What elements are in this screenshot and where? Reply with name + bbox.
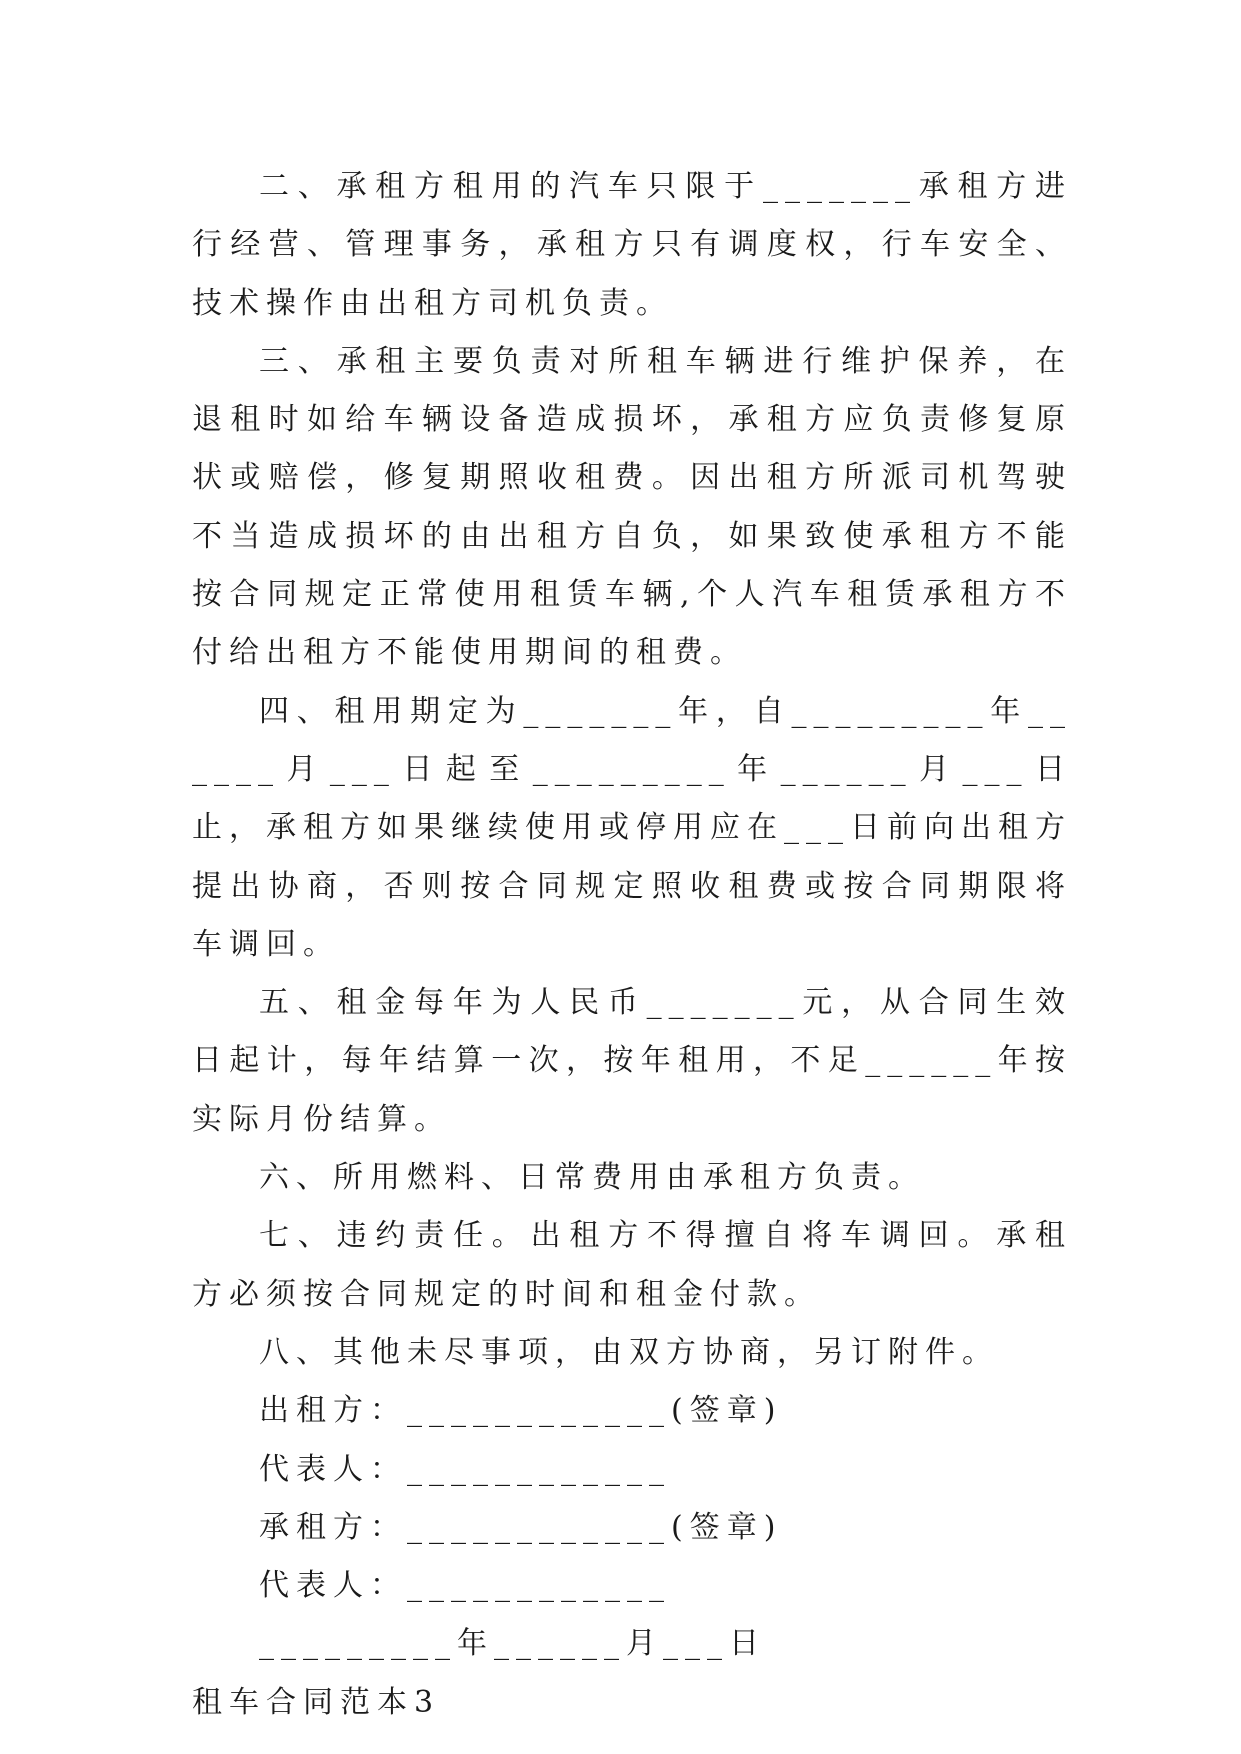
document-body xyxy=(192,158,1072,1732)
clause-8: 八、其他未尽事项，由双方协商，另订附件。 xyxy=(259,1334,999,1370)
clause-2: 二、承租方租用的汽车只限于_______承租方进行经营、管理事务，承租方只有调度权，行车安全、技术操作由出租方司机负责。 xyxy=(192,169,1072,321)
lessor-representative-line: 代表人：____________ xyxy=(259,1451,671,1487)
clause-5: 五、租金每年为人民币_______元，从合同生效日起计，每年结算一次，按年租用，不足______年按实际月份结算。 xyxy=(192,985,1072,1137)
signature-block xyxy=(192,1382,1072,1673)
clause-4: 四、租用期定为_______年，自_________年______月___日起至_________年______月___日止，承租方如果继续使用或停用应在___日前向出租方提出协商，否则按合同规定照收租费或按合同期限将车调回。 xyxy=(192,693,1072,962)
lessee-representative-line: 代表人：____________ xyxy=(259,1568,671,1604)
clause-6: 六、所用燃料、日常费用由承租方负责。 xyxy=(259,1160,925,1196)
lessor-signature-line: 出租方：____________(签章) xyxy=(259,1393,783,1429)
signature-date-line: _________年______月___日 xyxy=(259,1626,766,1662)
clause-3: 三、承租主要负责对所租车辆进行维护保养，在退租时如给车辆设备造成损坏，承租方应负责修复原状或赔偿，修复期照收租费。因出租方所派司机驾驶不当造成损坏的由出租方自负，如果致使承租方不能按合同规定正常使用租赁车辆,个人汽车租赁承租方不付给出租方不能使用期间的租费。 xyxy=(192,343,1072,671)
lessee-signature-line: 承租方：____________(签章) xyxy=(259,1509,783,1545)
clause-7: 七、违约责任。出租方不得擅自将车调回。承租方必须按合同规定的时间和租金付款。 xyxy=(192,1218,1072,1312)
next-section-heading: 租车合同范本3 xyxy=(192,1684,441,1720)
